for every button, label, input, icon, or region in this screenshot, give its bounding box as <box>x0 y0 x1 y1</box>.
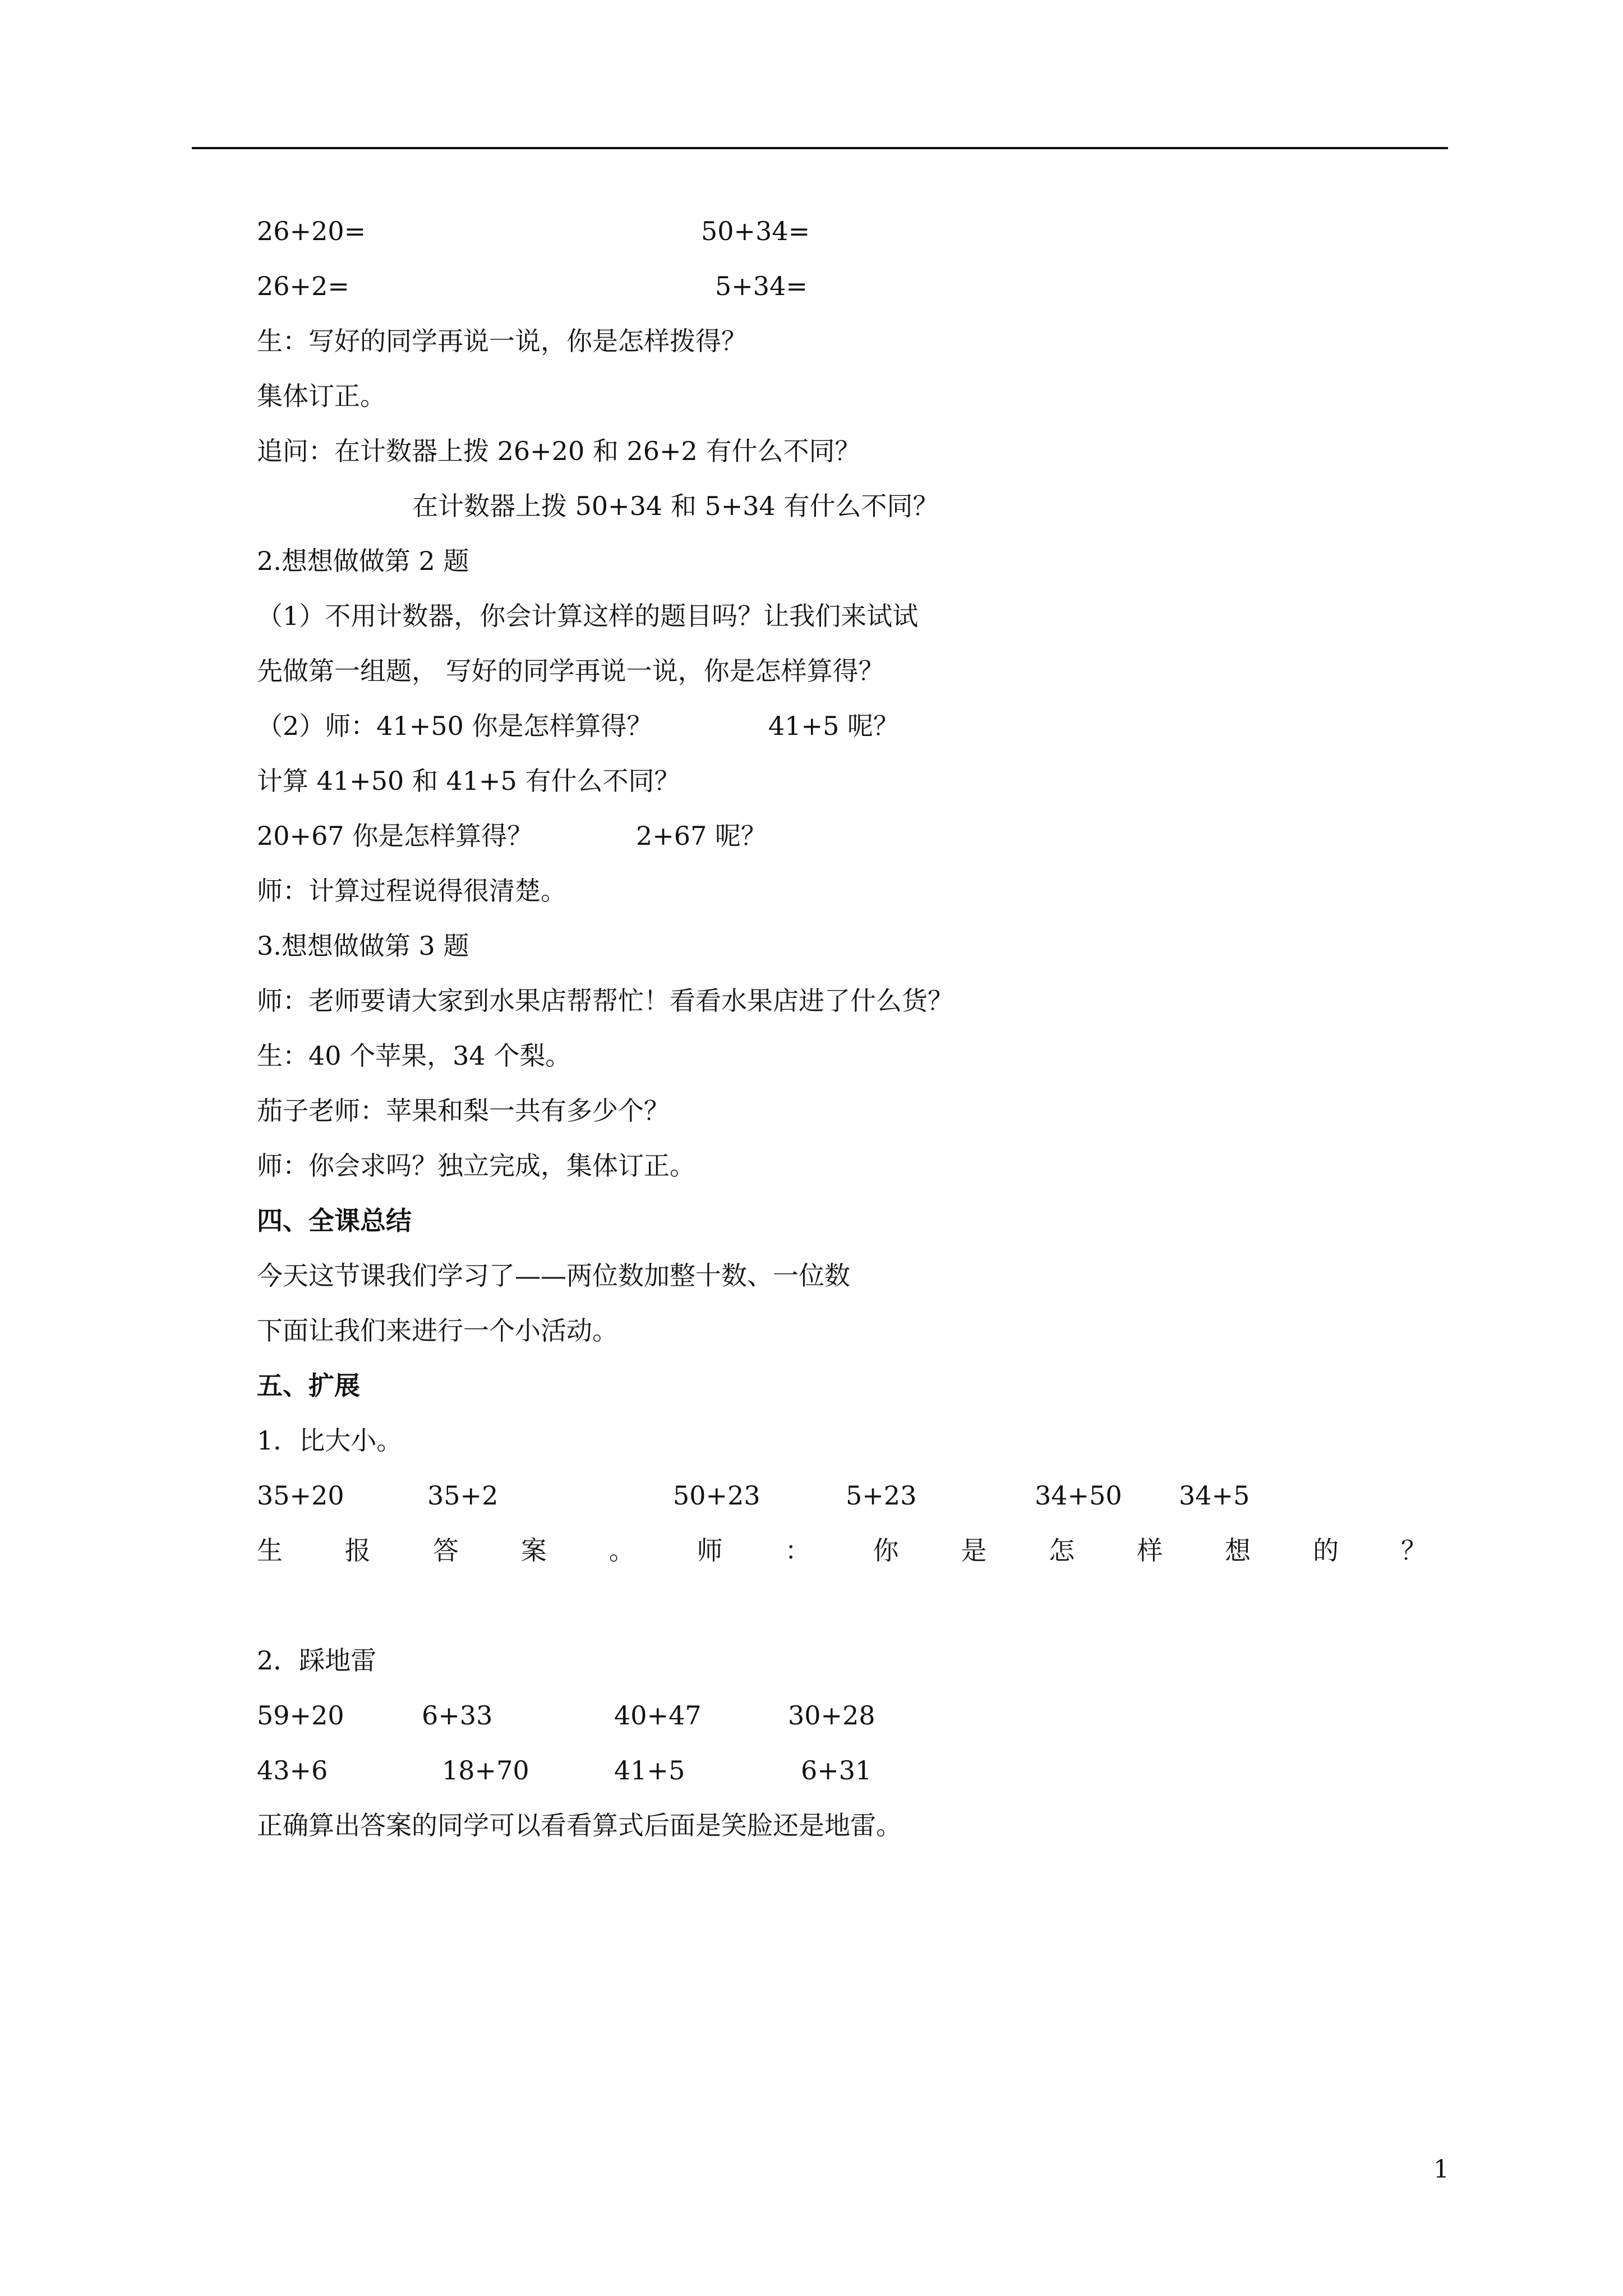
compare-item: 35+2 <box>427 1480 499 1511</box>
spread-char: 你 <box>873 1535 899 1566</box>
compare-item: 5+23 <box>846 1480 917 1511</box>
expr-26-2: 26+2= <box>257 271 349 301</box>
mine-item: 59+20 <box>257 1700 344 1731</box>
expr-26-20: 26+20= <box>257 216 366 246</box>
spread-char: 答 <box>432 1535 459 1566</box>
spread-char: 生 <box>257 1535 283 1566</box>
spread-char: ： <box>785 1535 811 1566</box>
compare-item: 34+5 <box>1179 1480 1250 1511</box>
text-line: 3.想想做做第 3 题 <box>257 931 469 961</box>
spread-char: 样 <box>1137 1535 1163 1566</box>
text-line: 下面让我们来进行一个小活动。 <box>257 1315 618 1346</box>
spread-char: ？ <box>1400 1535 1427 1566</box>
spread-char: 的 <box>1313 1535 1339 1566</box>
text-line: 在计数器上拨 50+34 和 5+34 有什么不同？ <box>412 491 939 521</box>
mine-item: 30+28 <box>788 1700 875 1731</box>
mine-item: 6+33 <box>422 1700 493 1731</box>
spread-char: 报 <box>344 1535 371 1566</box>
text-line: 20+67 你是怎样算得？ <box>257 821 533 851</box>
text-line: 2+67 呢？ <box>636 821 767 851</box>
expr-5-34: 5+34= <box>715 271 808 301</box>
text-line: 正确算出答案的同学可以看看算式后面是笑脸还是地雷。 <box>257 1810 902 1841</box>
text-line: 1．比大小。 <box>257 1425 403 1456</box>
mine-item: 40+47 <box>614 1700 702 1731</box>
spread-char: 。 <box>608 1535 635 1566</box>
text-line: （1）不用计数器，你会计算这样的题目吗？让我们来试试 <box>257 601 919 631</box>
text-line: 2.想想做做第 2 题 <box>257 546 469 576</box>
spread-char: 想 <box>1225 1535 1251 1566</box>
text-line: 茄子老师：苹果和梨一共有多少个？ <box>257 1096 670 1126</box>
text-line: 师：计算过程说得很清楚。 <box>257 876 566 906</box>
expr-50-34: 50+34= <box>701 216 810 246</box>
text-line: 师：你会求吗？独立完成，集体订正。 <box>257 1151 695 1181</box>
mine-item: 18+70 <box>442 1755 529 1786</box>
section-heading: 四、全课总结 <box>257 1205 412 1236</box>
spread-char: 案 <box>520 1535 547 1566</box>
text-line: 集体订正。 <box>257 381 386 411</box>
text-line: 先做第一组题， 写好的同学再说一说，你是怎样算得？ <box>257 656 884 686</box>
spread-char: 是 <box>961 1535 987 1566</box>
text-line: 师：老师要请大家到水果店帮帮忙！看看水果店进了什么货？ <box>257 986 953 1016</box>
text-line: 生：写好的同学再说一说，你是怎样拨得？ <box>257 326 747 356</box>
mine-item: 41+5 <box>614 1755 685 1786</box>
text-line: 41+5 呢？ <box>768 711 899 741</box>
spread-char: 师 <box>697 1535 723 1566</box>
spread-line <box>257 1534 1427 1567</box>
section-heading: 五、扩展 <box>257 1370 360 1401</box>
page-number: 1 <box>1433 2155 1449 2184</box>
text-line: （2）师：41+50 你是怎样算得？ <box>257 711 653 741</box>
text-line: 今天这节课我们学习了——两位数加整十数、一位数 <box>257 1260 850 1291</box>
text-line: 计算 41+50 和 41+5 有什么不同？ <box>257 766 680 796</box>
header-rule <box>192 147 1448 149</box>
compare-item: 34+50 <box>1035 1480 1122 1511</box>
mine-item: 6+31 <box>801 1755 872 1786</box>
spread-char: 怎 <box>1049 1535 1075 1566</box>
compare-item: 35+20 <box>257 1480 344 1511</box>
text-line: 追问：在计数器上拨 26+20 和 26+2 有什么不同？ <box>257 436 861 466</box>
mine-item: 43+6 <box>257 1755 328 1786</box>
text-line: 生：40 个苹果，34 个梨。 <box>257 1041 571 1071</box>
compare-item: 50+23 <box>673 1480 760 1511</box>
text-line: 2．踩地雷 <box>257 1645 377 1676</box>
